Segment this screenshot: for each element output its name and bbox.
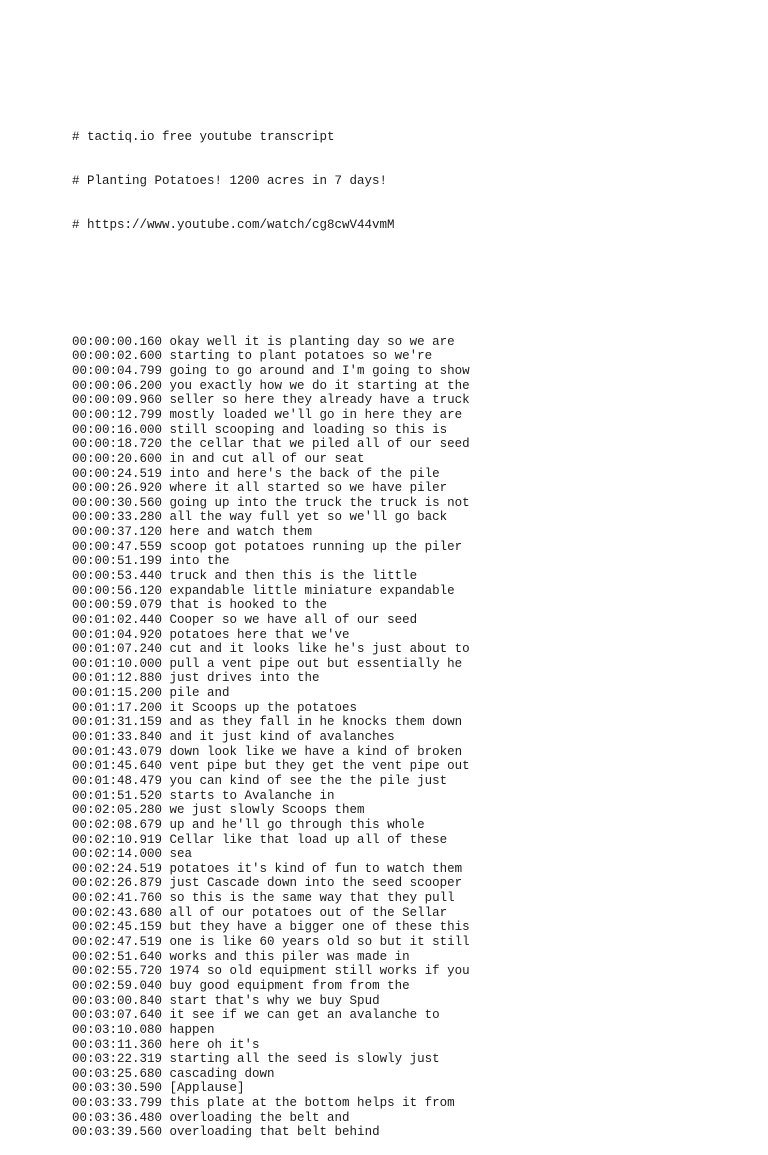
timestamp: 00:00:02.600 [72,349,163,364]
transcript-line [72,891,470,906]
header-url-line: # https://www.youtube.com/watch/cg8cwV44vmM [72,217,395,232]
transcript-line [72,1081,470,1096]
transcript-line [72,642,470,657]
timestamp: 00:03:11.360 [72,1037,163,1052]
timestamp: 00:01:31.159 [72,715,163,730]
transcript-line [72,994,470,1009]
caption-text: this plate at the bottom helps it from [169,1096,455,1111]
timestamp: 00:01:43.079 [72,744,163,759]
caption-text: it see if we can get an avalanche to [169,1008,440,1023]
transcript-line [72,964,470,979]
timestamp: 00:00:20.600 [72,451,163,466]
timestamp: 00:00:18.720 [72,437,163,452]
caption-text: Cooper so we have all of our seed [169,612,418,627]
timestamp: 00:03:00.840 [72,993,163,1008]
caption-text: happen [169,1022,215,1037]
timestamp: 00:00:30.560 [72,495,163,510]
timestamp: 00:01:10.000 [72,656,163,671]
caption-text: all of our potatoes out of the Sellar [169,905,448,920]
transcript-line [72,715,470,730]
timestamp: 00:01:15.200 [72,686,163,701]
timestamp: 00:00:16.000 [72,422,163,437]
transcript-line [72,628,470,643]
caption-text: that is hooked to the [169,598,328,613]
timestamp: 00:01:45.640 [72,759,163,774]
transcript-line [72,1096,470,1111]
caption-text: but they have a bigger one of these this [169,920,470,935]
caption-text: just Cascade down into the seed scooper [169,876,463,891]
header-title-line: # Planting Potatoes! 1200 acres in 7 days! [72,173,388,188]
caption-text: start that's why we buy Spud [169,993,380,1008]
timestamp: 00:02:51.640 [72,949,163,964]
timestamp: 00:02:05.280 [72,803,163,818]
caption-text: starting all the seed is slowly just [169,1052,440,1067]
caption-text: where it all started so we have piler [169,481,448,496]
caption-text: starting to plant potatoes so we're [169,349,433,364]
timestamp: 00:01:17.200 [72,700,163,715]
transcript-line [72,496,470,511]
timestamp: 00:00:00.160 [72,334,163,349]
timestamp: 00:00:37.120 [72,525,163,540]
caption-text: potatoes it's kind of fun to watch them [169,861,463,876]
timestamp: 00:02:14.000 [72,847,163,862]
transcript-line [72,935,470,950]
transcript-line [72,657,470,672]
caption-text: still scooping and loading so this is [169,422,448,437]
timestamp: 00:03:25.680 [72,1066,163,1081]
transcript-line [72,671,470,686]
transcript-line [72,906,470,921]
caption-text: cut and it looks like he's just about to [169,642,470,657]
timestamp: 00:02:26.879 [72,876,163,891]
caption-text: starts to Avalanche in [169,788,335,803]
transcript-line [72,393,470,408]
caption-text: one is like 60 years old so but it still [169,935,470,950]
transcript-line [72,730,470,745]
caption-text: you can kind of see the the pile just [169,773,448,788]
transcript-line [72,554,470,569]
caption-text: so this is the same way that they pull [169,891,455,906]
timestamp: 00:00:33.280 [72,510,163,525]
timestamp: 00:02:08.679 [72,817,163,832]
transcript-line [72,584,470,599]
transcript-line [72,701,470,716]
caption-text: pile and [169,686,230,701]
caption-text: up and he'll go through this whole [169,817,425,832]
timestamp: 00:03:33.799 [72,1096,163,1111]
caption-text: expandable little miniature expandable [169,583,455,598]
caption-text: down look like we have a kind of broken [169,744,463,759]
transcript-line [72,379,470,394]
timestamp: 00:00:56.120 [72,583,163,598]
timestamp: 00:01:07.240 [72,642,163,657]
transcript-line [72,1052,470,1067]
timestamp: 00:02:10.919 [72,832,163,847]
timestamp: 00:00:59.079 [72,598,163,613]
caption-text: just drives into the [169,671,320,686]
transcript-line [72,364,470,379]
transcript-line [72,759,470,774]
caption-text: buy good equipment from from the [169,978,410,993]
transcript-line [72,452,470,467]
caption-text: overloading the belt and [169,1110,350,1125]
timestamp: 00:01:04.920 [72,627,163,642]
caption-text: works and this piler was made in [169,949,410,964]
timestamp: 00:01:48.479 [72,773,163,788]
caption-text: going to go around and I'm going to show [169,364,470,379]
timestamp: 00:02:43.680 [72,905,163,920]
timestamp: 00:03:39.560 [72,1125,163,1140]
transcript-line [72,862,470,877]
caption-text: vent pipe but they get the vent pipe out [169,759,470,774]
timestamp: 00:00:51.199 [72,554,163,569]
transcript-line [72,686,470,701]
caption-text: and as they fall in he knocks them down [169,715,463,730]
caption-text: and it just kind of avalanches [169,730,395,745]
transcript-line [72,1125,470,1140]
transcript-line [72,1008,470,1023]
transcript-line [72,598,470,613]
caption-text: pull a vent pipe out but essentially he [169,656,463,671]
transcript-line [72,1023,470,1038]
transcript-line [72,774,470,789]
caption-text: in and cut all of our seat [169,451,365,466]
transcript-line [72,525,470,540]
blank-line [72,291,470,306]
transcript-line [72,349,470,364]
caption-text: cascading down [169,1066,275,1081]
timestamp: 00:02:47.519 [72,935,163,950]
transcript-line [72,408,470,423]
timestamp: 00:03:07.640 [72,1008,163,1023]
transcript-line [72,818,470,833]
caption-text: into the [169,554,230,569]
timestamp: 00:02:24.519 [72,861,163,876]
transcript-line [72,789,470,804]
timestamp: 00:00:04.799 [72,364,163,379]
timestamp: 00:03:30.590 [72,1081,163,1096]
caption-text: 1974 so old equipment still works if you [169,964,470,979]
caption-text: here and watch them [169,525,313,540]
transcript-line [72,1038,470,1053]
timestamp: 00:01:51.520 [72,788,163,803]
transcript-line [72,876,470,891]
transcript-line [72,335,470,350]
caption-text: potatoes here that we've [169,627,350,642]
timestamp: 00:00:09.960 [72,393,163,408]
transcript-line [72,1111,470,1126]
timestamp: 00:00:12.799 [72,407,163,422]
caption-text: Cellar like that load up all of these [169,832,448,847]
transcript-line [72,833,470,848]
transcript-line [72,920,470,935]
caption-text: scoop got potatoes running up the piler [169,539,463,554]
timestamp: 00:00:26.920 [72,481,163,496]
timestamp: 00:02:59.040 [72,978,163,993]
caption-text: you exactly how we do it starting at the [169,378,470,393]
caption-text: here oh it's [169,1037,260,1052]
transcript-line [72,847,470,862]
timestamp: 00:01:12.880 [72,671,163,686]
timestamp: 00:03:36.480 [72,1110,163,1125]
caption-text: into and here's the back of the pile [169,466,440,481]
caption-text: going up into the truck the truck is not [169,495,470,510]
transcript-line [72,540,470,555]
caption-text: seller so here they already have a truck [169,393,470,408]
timestamp: 00:02:45.159 [72,920,163,935]
caption-text: truck and then this is the little [169,569,418,583]
timestamp: 00:00:24.519 [72,466,163,481]
caption-text: it Scoops up the potatoes [169,700,358,715]
transcript-line [72,437,470,452]
transcript-line [72,1067,470,1082]
transcript-header [72,100,470,261]
caption-text: the cellar that we piled all of our seed [169,437,470,452]
caption-text: we just slowly Scoops them [169,803,365,818]
timestamp: 00:00:53.440 [72,569,163,583]
transcript-line [72,510,470,525]
caption-text: sea [169,847,193,862]
caption-text: [Applause] [169,1081,245,1096]
caption-text: okay well it is planting day so we are [169,334,455,349]
header-source-line: # tactiq.io free youtube transcript [72,129,335,144]
timestamp: 00:03:10.080 [72,1022,163,1037]
transcript-line [72,745,470,760]
transcript-line [72,569,470,584]
transcript-lines [72,335,470,1140]
transcript-line [72,481,470,496]
transcript-line [72,803,470,818]
caption-text: mostly loaded we'll go in here they are [169,407,463,422]
timestamp: 00:01:33.840 [72,730,163,745]
transcript-line [72,950,470,965]
transcript-line [72,979,470,994]
timestamp: 00:00:06.200 [72,378,163,393]
timestamp: 00:00:47.559 [72,539,163,554]
transcript-document [72,71,470,1155]
transcript-line [72,613,470,628]
transcript-line [72,467,470,482]
timestamp: 00:03:22.319 [72,1052,163,1067]
timestamp: 00:01:02.440 [72,612,163,627]
transcript-line [72,423,470,438]
timestamp: 00:02:55.720 [72,964,163,979]
timestamp: 00:02:41.760 [72,891,163,906]
caption-text: all the way full yet so we'll go back [169,510,448,525]
caption-text: overloading that belt behind [169,1125,380,1140]
